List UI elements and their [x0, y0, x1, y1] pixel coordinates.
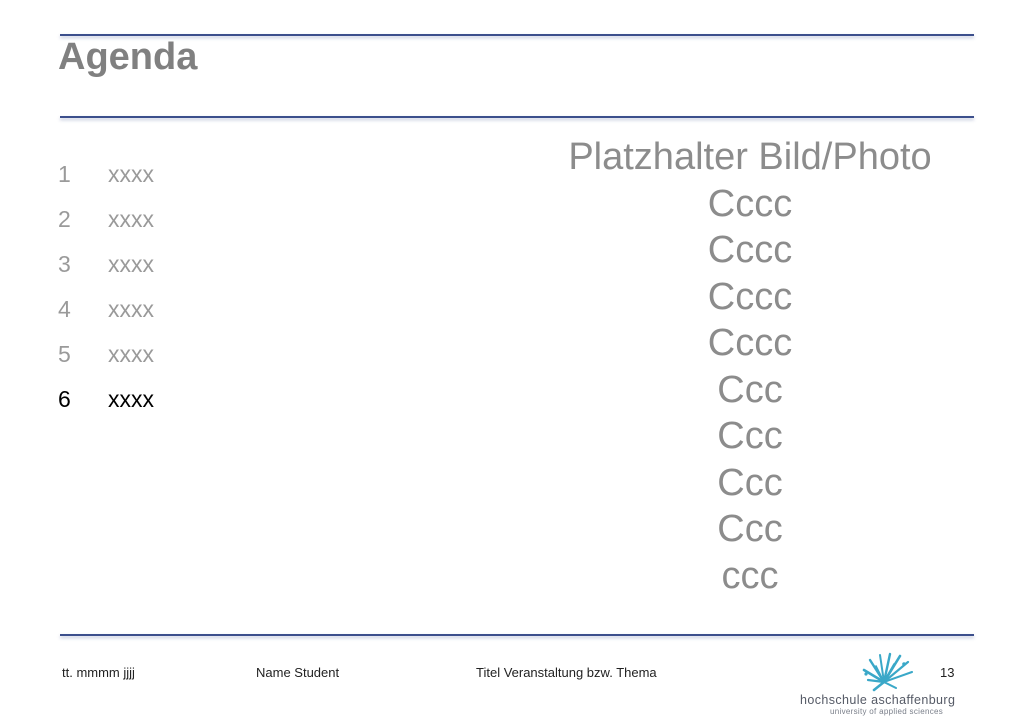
slide-title: Agenda: [58, 36, 198, 78]
agenda-item-label: xxxx: [108, 161, 154, 187]
agenda-item-number: 5: [58, 341, 71, 367]
agenda-item-number: 4: [58, 296, 71, 322]
footer-date: tt. mmmm jjjj: [62, 665, 135, 680]
placeholder-line: ccc: [721, 554, 779, 597]
placeholder-line: Platzhalter Bild/Photo: [568, 136, 932, 178]
placeholder-line: Ccc: [717, 368, 783, 411]
agenda-item-label: xxxx: [108, 386, 154, 412]
agenda-item-number: 6: [58, 386, 71, 412]
footer-divider: [60, 634, 974, 636]
agenda-item-number: 3: [58, 251, 71, 277]
agenda-item-label: xxxx: [108, 296, 154, 322]
placeholder-line: Cccc: [707, 275, 793, 318]
agenda-item-1: [58, 152, 154, 197]
agenda-item-number: 2: [58, 206, 71, 232]
agenda-item-label: xxxx: [108, 341, 154, 367]
logo-tagline: university of applied sciences: [830, 707, 944, 716]
title-divider: [60, 116, 974, 118]
placeholder-line: Cccc: [707, 229, 793, 271]
agenda-item-label: xxxx: [108, 206, 154, 232]
agenda-item-3: [58, 242, 154, 287]
agenda-item-4: [58, 287, 154, 332]
logo-wordmark: hochschule aschaffenburg: [800, 693, 956, 707]
footer-page-number: 13: [940, 665, 955, 680]
agenda-item-label: xxxx: [108, 251, 154, 277]
placeholder-line: Ccc: [717, 415, 783, 457]
footer-student-name: Name Student: [256, 665, 340, 680]
agenda-item-5: [58, 332, 154, 377]
placeholder-line: Ccc: [717, 461, 783, 504]
image-placeholder: [520, 134, 980, 599]
agenda-item-6: [58, 377, 154, 422]
agenda-list: [58, 152, 154, 422]
placeholder-line: Ccc: [717, 508, 783, 550]
footer-course-title: Titel Veranstaltung bzw. Thema: [476, 665, 657, 680]
agenda-item-number: 1: [58, 161, 71, 187]
placeholder-line: Cccc: [707, 182, 793, 225]
placeholder-line: Cccc: [707, 322, 793, 364]
agenda-item-2: [58, 197, 154, 242]
